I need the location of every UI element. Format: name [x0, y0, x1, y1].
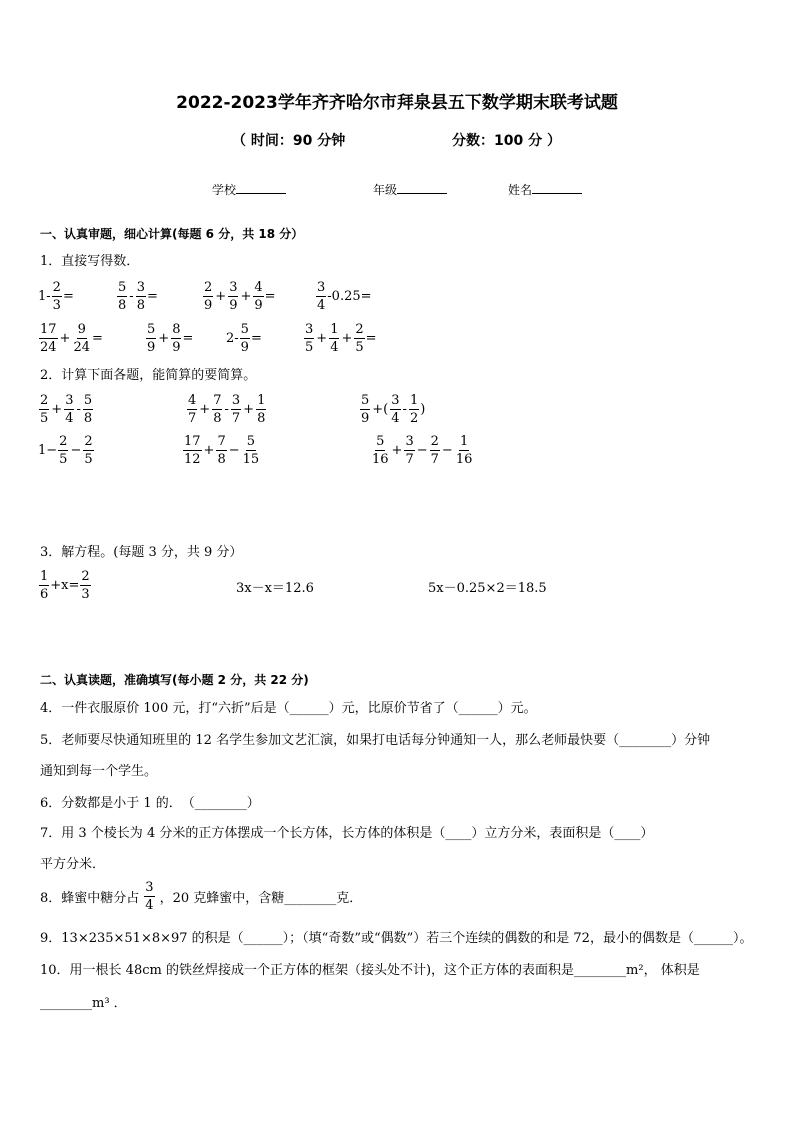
q10-text-line2: ________m³ ． — [40, 996, 127, 1011]
q3-equation-1: $\frac{1}{6}$ +x= $\frac{2}{3}$ — [40, 568, 90, 602]
page-title: 2022-2023学年齐齐哈尔市拜泉县五下数学期末联考试题 — [176, 93, 618, 113]
score-label: 分数：100 分 ） — [452, 133, 561, 149]
q7-text-line1: 7．用 3 个棱长为 4 分米的正方体摆成一个长方体，长方体的体积是（____）立方分米，表面积是（____） — [40, 826, 654, 841]
q2-expr-5: $\frac{17}{12}$ + $\frac{7}{8}$ − $\frac{5}{15}$ — [184, 433, 260, 467]
section2-heading: 二、认真读题，准确填写(每小题 2 分，共 22 分) — [40, 673, 309, 687]
q2-title: 2．计算下面各题，能简算的要简算。 — [40, 368, 257, 383]
time-label: （ 时间：90 分钟 — [232, 133, 346, 149]
q3-title: 3．解方程。(每题 3 分，共 9 分） — [40, 545, 243, 560]
q2-expr-3: $\frac{5}{9}$ +( $\frac{3}{4}$ - $\frac{1}{2}$ ) — [361, 392, 426, 426]
q8-text: 8．蜂蜜中糖分占 $\frac{3}{4}$ ，20 克蜂蜜中，含糖________克． — [40, 879, 363, 913]
q1-title: 1．直接写得数． — [40, 254, 140, 269]
q1-expr-5: $\frac{17}{24}$ + $\frac{9}{24}$ = — [40, 321, 103, 355]
q5-text-line1: 5．老师要尽快通知班里的 12 名学生参加文艺汇演，如果打电话每分钟通知一人，那么老师最快要（________）分钟 — [40, 733, 711, 748]
q2-expr-6: $\frac{5}{16}$ + $\frac{3}{7}$ − $\frac{2}{7}$ − $\frac{1}{16}$ — [372, 433, 473, 467]
q7-text-line2: 平方分米． — [40, 857, 106, 872]
q10-text-line1: 10．用一根长 48cm 的铁丝焊接成一个正方体的框架（接头处不计)，这个正方体的表面积是________m²， 体积是 — [40, 963, 700, 978]
q4-text: 4．一件衣服原价 100 元，打“六折”后是（______）元，比原价节省了（______）元。 — [40, 701, 537, 716]
q9-text: 9．13×235×51×8×97 的积是（______）；（填“奇数”或“偶数”）若三个连续的偶数的和是 72，最小的偶数是（______）。 — [40, 931, 753, 946]
q5-text-line2: 通知到每一个学生。 — [40, 764, 158, 779]
section1-heading: 一、认真审题，细心计算(每题 6 分，共 18 分） — [40, 227, 304, 241]
q1-expr-6: $\frac{5}{9}$ + $\frac{8}{9}$ = — [147, 321, 194, 355]
q2-expr-4: 1− $\frac{2}{5}$ − $\frac{2}{5}$ — [38, 433, 93, 467]
q2-expr-1: $\frac{2}{5}$ + $\frac{3}{4}$ - $\frac{5}{8}$ — [40, 392, 93, 426]
school-field: 学校 — [212, 181, 286, 198]
q1-expr-3: $\frac{2}{9}$ + $\frac{3}{9}$ + $\frac{4}{9}$ = — [204, 279, 276, 313]
q1-expr-2: $\frac{5}{8}$ - $\frac{3}{8}$ = — [118, 279, 158, 313]
q6-text: 6．分数都是小于 1 的． （________） — [40, 796, 260, 811]
q1-expr-1: 1- $\frac{2}{3}$ = — [38, 279, 74, 313]
q1-expr-8: $\frac{3}{5}$ + $\frac{1}{4}$ + $\frac{2}{5}$ = — [305, 321, 377, 355]
name-field: 姓名 — [508, 181, 582, 198]
q1-expr-4: $\frac{3}{4}$ -0.25= — [317, 279, 372, 313]
q3-equation-2: 3x－x＝12.6 — [236, 581, 314, 596]
grade-field: 年级 — [373, 181, 447, 198]
q2-expr-2: $\frac{4}{7}$ + $\frac{7}{8}$ - $\frac{3}{7}$ + $\frac{1}{8}$ — [188, 392, 266, 426]
q3-equation-3: 5x－0.25×2＝18.5 — [428, 581, 547, 596]
q1-expr-7: 2- $\frac{5}{9}$ = — [226, 321, 262, 355]
